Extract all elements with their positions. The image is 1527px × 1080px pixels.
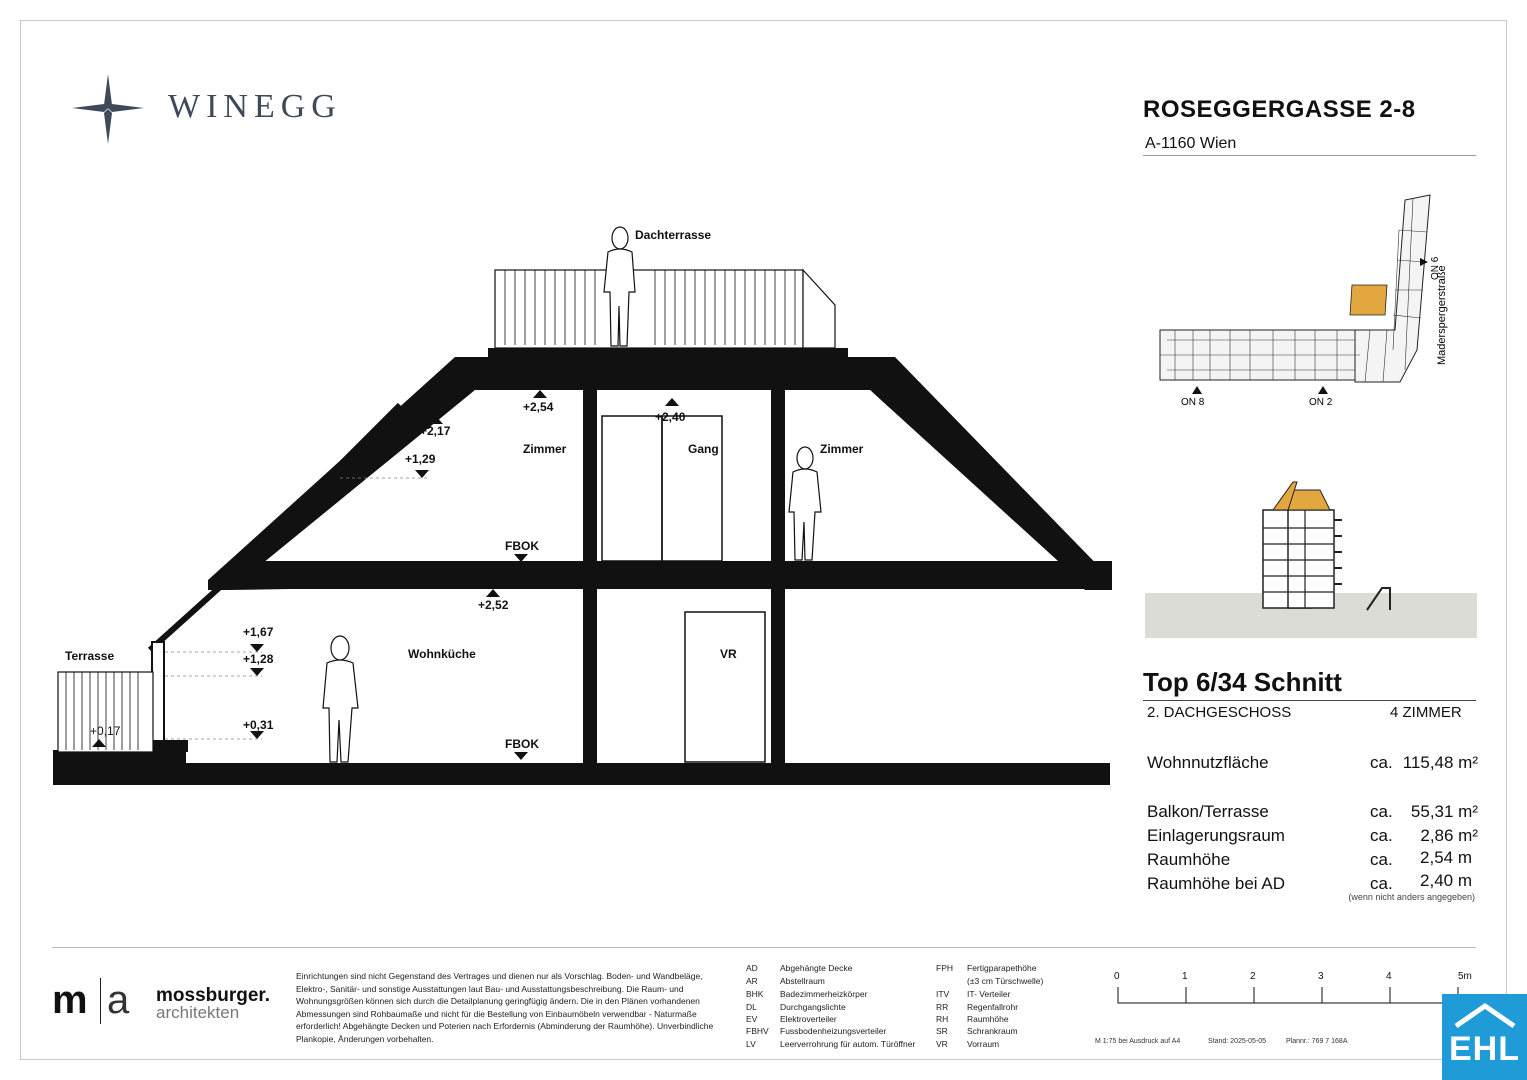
legend-abbr: RH bbox=[936, 1014, 949, 1024]
legend-text: Regenfallrohr bbox=[967, 1002, 1019, 1012]
legend-abbr: AD bbox=[746, 963, 758, 973]
plan-number: Plannr.: 769 7 168A bbox=[1286, 1038, 1348, 1045]
level-label: +1,29 bbox=[405, 452, 436, 466]
area-label: Einlagerungsraum bbox=[1147, 826, 1285, 845]
scale-bar bbox=[1110, 985, 1480, 1007]
architect-sub: architekten bbox=[156, 1003, 240, 1022]
level-label: +2,40 bbox=[655, 410, 686, 424]
ehl-logo bbox=[1442, 994, 1527, 1080]
scale-tick: 2 bbox=[1250, 971, 1256, 982]
legend-text: Durchgangslichte bbox=[780, 1002, 846, 1012]
legend-text: Abgehängte Decke bbox=[780, 963, 853, 973]
scale-tick: 0 bbox=[1114, 971, 1120, 982]
legend-abbr: EV bbox=[746, 1014, 758, 1024]
legend-abbr: ITV bbox=[936, 989, 950, 999]
unit-rooms: 4 ZIMMER bbox=[1390, 704, 1462, 721]
level-label: +0,17 bbox=[90, 724, 121, 738]
architect-mark-a: a bbox=[107, 978, 130, 1022]
legend-text: IT- Verteiler bbox=[967, 989, 1011, 999]
level-label: FBOK bbox=[505, 737, 539, 751]
scale-note: M 1:75 bei Ausdruck auf A4 bbox=[1095, 1038, 1181, 1045]
area-ca: ca. bbox=[1370, 874, 1393, 893]
legend-abbr: RR bbox=[936, 1002, 949, 1012]
legend-abbr: LV bbox=[746, 1039, 756, 1049]
legend-abbr: VR bbox=[936, 1039, 948, 1049]
legend-abbr: SR bbox=[936, 1026, 948, 1036]
legend-abbr: FBHV bbox=[746, 1026, 769, 1036]
area-label: Raumhöhe bei AD bbox=[1147, 874, 1285, 893]
legend-text: Vorraum bbox=[967, 1039, 1000, 1049]
level-label: FBOK bbox=[505, 539, 539, 553]
level-label: +1,28 bbox=[243, 652, 274, 666]
scale-tick: 1 bbox=[1182, 971, 1188, 982]
area-ca: ca. bbox=[1370, 850, 1393, 869]
stand-date: Stand: 2025-05-05 bbox=[1208, 1038, 1266, 1045]
area-value: 55,31 m² bbox=[1410, 802, 1478, 821]
area-value-wohnnutz: 115,48 m² bbox=[1402, 753, 1478, 772]
area-ca: ca. bbox=[1370, 802, 1393, 821]
divider bbox=[1143, 700, 1476, 701]
legend-text: Fertigparapethöhe bbox=[967, 963, 1037, 973]
level-label: +2,54 bbox=[523, 400, 554, 414]
entrance-on2: ON 2 bbox=[1309, 397, 1333, 408]
unit-floor: 2. DACHGESCHOSS bbox=[1147, 704, 1292, 721]
level-label: +2,52 bbox=[478, 598, 509, 612]
entrance-on8: ON 8 bbox=[1181, 397, 1205, 408]
room-label-terrasse: Terrasse bbox=[65, 649, 115, 663]
area-label: Raumhöhe bbox=[1147, 850, 1231, 869]
house-roof-icon bbox=[1452, 1002, 1518, 1028]
room-label-vr: VR bbox=[720, 647, 737, 661]
footer-divider bbox=[52, 947, 1476, 948]
entrance-on6: ON 6 bbox=[1430, 256, 1441, 280]
building-section-key bbox=[1145, 470, 1477, 638]
room-label-dachterrasse: Dachterrasse bbox=[635, 228, 712, 242]
area-label: Balkon/Terrasse bbox=[1147, 802, 1269, 821]
area-ca: ca. bbox=[1370, 753, 1393, 772]
legend-abbr: BHK bbox=[746, 989, 764, 999]
area-note: (wenn nicht anders angegeben) bbox=[1348, 892, 1475, 902]
project-address: ROSEGGERGASSE 2-8 bbox=[1143, 96, 1416, 123]
unit-title: Top 6/34 Schnitt bbox=[1143, 667, 1342, 697]
divider bbox=[1143, 155, 1476, 156]
room-label-wohnkueche: Wohnküche bbox=[408, 647, 476, 661]
legend-text: Elektroverteiler bbox=[780, 1014, 837, 1024]
legend-abbr: AR bbox=[746, 976, 758, 986]
site-plan bbox=[1155, 190, 1475, 415]
brand-logo-text: WINEGG bbox=[168, 88, 342, 125]
architect-name: mossburger. bbox=[156, 985, 271, 1006]
area-value: 2,54 m bbox=[1420, 848, 1472, 867]
room-label-zimmer: Zimmer bbox=[820, 442, 864, 456]
scale-tick: 4 bbox=[1386, 971, 1392, 982]
unit-highlight bbox=[1350, 285, 1387, 315]
room-label-gang: Gang bbox=[688, 442, 719, 456]
level-label: +2,17 bbox=[420, 424, 451, 438]
level-label: +1,67 bbox=[243, 625, 274, 639]
architect-mark-divider bbox=[100, 978, 101, 1024]
project-city: A-1160 Wien bbox=[1145, 135, 1237, 152]
ehl-logo-text: EHL bbox=[1449, 1030, 1520, 1068]
scale-tick: 5m bbox=[1458, 971, 1472, 982]
legend-text: Abstellraum bbox=[780, 976, 825, 986]
area-label-wohnnutz: Wohnnutzfläche bbox=[1147, 753, 1269, 772]
legend-abbr: DL bbox=[746, 1002, 757, 1012]
area-value: 2,86 m² bbox=[1420, 826, 1478, 845]
legend-text: Leerverrohrung für autom. Türöffner bbox=[780, 1039, 916, 1049]
legend-text: Schrankraum bbox=[967, 1026, 1018, 1036]
legend-text: Fussbodenheizungsverteiler bbox=[780, 1026, 887, 1036]
legend-text: Raumhöhe bbox=[967, 1014, 1009, 1024]
area-ca: ca. bbox=[1370, 826, 1393, 845]
legend-text: (±3 cm Türschwelle) bbox=[967, 976, 1044, 986]
legend-abbr: FPH bbox=[936, 963, 953, 973]
street-name: Maderspergerstraße bbox=[1436, 265, 1448, 365]
legend-text: Badezimmerheizkörper bbox=[780, 989, 868, 999]
level-label: +0,31 bbox=[243, 718, 274, 732]
scale-tick: 3 bbox=[1318, 971, 1324, 982]
disclaimer-text: Einrichtungen sind nicht Gegenstand des Vertrages und dienen nur als Vorschlag. Boden- und Wandbeläge, Elektro-, Sanitär- und sonstige Ausstattungen laut Bau- und Ausstattungsbeschreibung. Die Raum- und Wohnungsgrößen können sich durch die Detailplanung geringfügig ändern. Die in den Plänen vorhandenen Abmessungen sind Rohbaumaße und nicht für die Bestellung von Einbaumöbeln verwendbar - Naturmaße erforderlich! Abgehängte Decken und Poterien nach Erfordernis (Abminderung der Raumhöhe). Unverbindliche Plankopie, Änderungen vorbehalten. bbox=[296, 971, 714, 1044]
area-value: 2,40 m bbox=[1420, 871, 1472, 890]
room-label-zimmer: Zimmer bbox=[523, 442, 567, 456]
architect-mark-m: m bbox=[52, 978, 88, 1022]
